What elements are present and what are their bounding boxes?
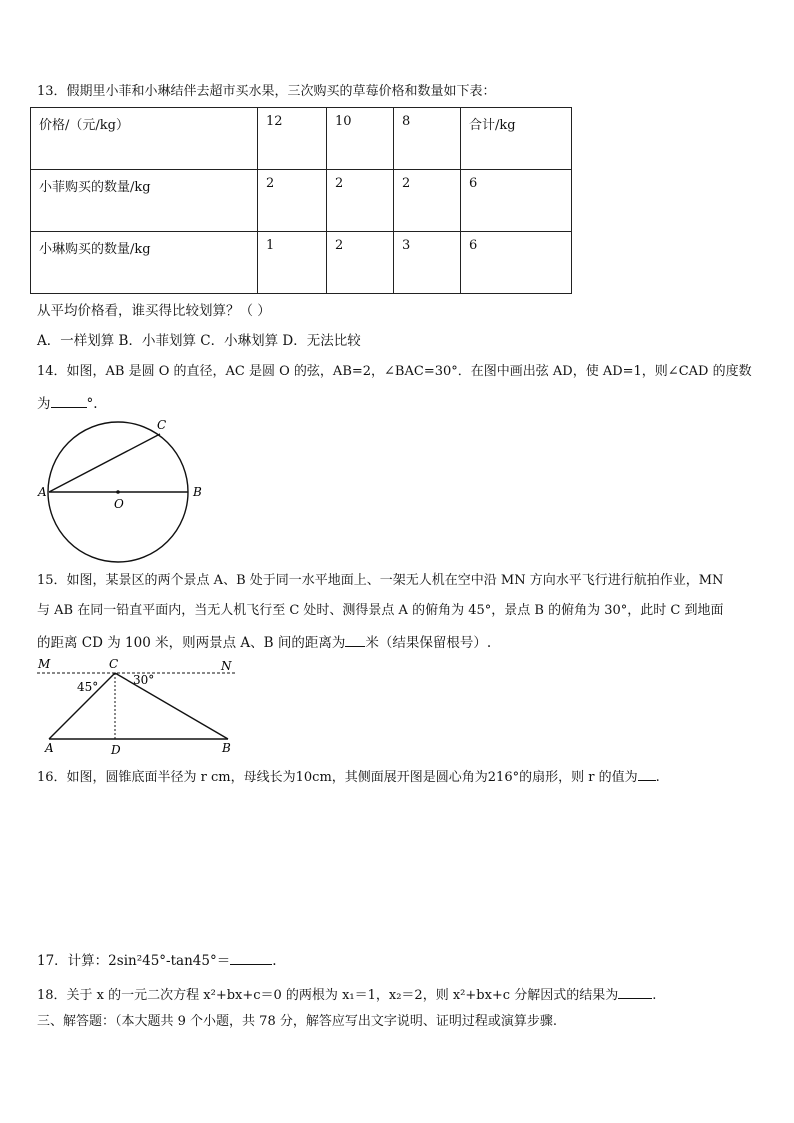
label-a: A bbox=[38, 485, 47, 499]
q15-line3 bbox=[37, 632, 491, 653]
q14-line1: 14．如图，AB 是圆 O 的直径，AC 是圆 O 的弦，AB=2，∠BAC=30°．在图中画出弦 AD，使 AD=1，则∠CAD 的度数 bbox=[37, 364, 752, 379]
q13-stem: 13．假期里小菲和小琳结伴去超市买水果，三次购买的草莓价格和数量如下表： bbox=[37, 84, 496, 99]
chord-ac bbox=[49, 434, 160, 492]
table-cell: 12 bbox=[258, 108, 327, 170]
q16-text-post: . bbox=[655, 770, 660, 785]
answer-blank[interactable] bbox=[638, 766, 656, 781]
label-b: B bbox=[222, 741, 231, 755]
label-d: D bbox=[111, 743, 121, 757]
q15-line3-pre: 的距离 CD 为 100 米，则两景点 A、B 间的距离为 bbox=[37, 635, 346, 651]
table-cell: 合计/kg bbox=[461, 108, 572, 170]
q13-question: 从平均价格看，谁买得比较划算？（ ） bbox=[37, 303, 271, 319]
answer-blank[interactable] bbox=[345, 632, 365, 647]
answer-blank[interactable] bbox=[618, 984, 652, 999]
q18-text-post: . bbox=[652, 988, 657, 1003]
table-row bbox=[31, 108, 572, 170]
table-cell: 小菲购买的数量/kg bbox=[31, 170, 258, 232]
center-point bbox=[116, 490, 120, 494]
q15-line3-post: 米（结果保留根号）. bbox=[365, 635, 492, 651]
table-cell: 6 bbox=[461, 232, 572, 294]
table-cell: 3 bbox=[394, 232, 461, 294]
table-cell: 2 bbox=[394, 170, 461, 232]
q16-text bbox=[37, 766, 660, 788]
label-c: C bbox=[109, 657, 119, 671]
q15-line1: 15．如图，某景区的两个景点 A、B 处于同一水平地面上、一架无人机在空中沿 MN 方向水平飞行进行航拍作业，MN bbox=[37, 573, 724, 588]
table-cell: 2 bbox=[327, 170, 394, 232]
q13-price-table bbox=[30, 107, 572, 294]
table-cell: 2 bbox=[327, 232, 394, 294]
q18-text-pre: 18．关于 x 的一元二次方程 x²+bx+c＝0 的两根为 x₁＝1，x₂＝2，则 x²+bx+c 分解因式的结果为 bbox=[37, 988, 619, 1003]
line-cb bbox=[115, 673, 228, 739]
table-cell: 1 bbox=[258, 232, 327, 294]
table-row bbox=[31, 170, 572, 232]
q15-drone-figure bbox=[35, 655, 245, 757]
label-b: B bbox=[193, 485, 202, 499]
table-cell: 价格/（元/kg） bbox=[31, 108, 258, 170]
section-3-heading: 三、解答题：（本大题共 9 个小题，共 78 分，解答应写出文字说明、证明过程或演算步骤. bbox=[37, 1014, 557, 1029]
q17-text-pre: 17．计算：2sin²45°-tan45°＝ bbox=[37, 953, 231, 969]
q16-text-pre: 16．如图，圆锥底面半径为 r cm，母线长为10cm，其侧面展开图是圆心角为216°的扇形，则 r 的值为 bbox=[37, 770, 638, 785]
q14-line2 bbox=[37, 393, 98, 414]
angle-45-label: 45° bbox=[77, 680, 99, 694]
table-cell: 6 bbox=[461, 170, 572, 232]
angle-30-label: 30° bbox=[133, 673, 155, 687]
q17-text-post: . bbox=[272, 953, 277, 969]
q14-circle-figure bbox=[35, 415, 210, 565]
answer-blank[interactable] bbox=[230, 950, 272, 965]
table-row bbox=[31, 232, 572, 294]
q17-text bbox=[37, 950, 277, 971]
label-c: C bbox=[157, 418, 167, 432]
label-a: A bbox=[45, 741, 54, 755]
q15-line2: 与 AB 在同一铅直平面内，当无人机飞行至 C 处时、测得景点 A 的俯角为 45°，景点 B 的俯角为 30°，此时 C 到地面 bbox=[37, 603, 724, 618]
label-n: N bbox=[221, 659, 232, 673]
q14-line2-post: °. bbox=[86, 396, 98, 412]
q18-text bbox=[37, 984, 656, 1006]
table-cell: 小琳购买的数量/kg bbox=[31, 232, 258, 294]
answer-blank[interactable] bbox=[51, 393, 87, 408]
table-cell: 10 bbox=[327, 108, 394, 170]
q13-options: A．一样划算 B．小菲划算 C．小琳划算 D．无法比较 bbox=[37, 333, 361, 349]
label-m: M bbox=[38, 657, 51, 671]
table-cell: 8 bbox=[394, 108, 461, 170]
label-o: O bbox=[114, 497, 124, 511]
table-cell: 2 bbox=[258, 170, 327, 232]
q14-line2-pre: 为 bbox=[37, 396, 51, 412]
